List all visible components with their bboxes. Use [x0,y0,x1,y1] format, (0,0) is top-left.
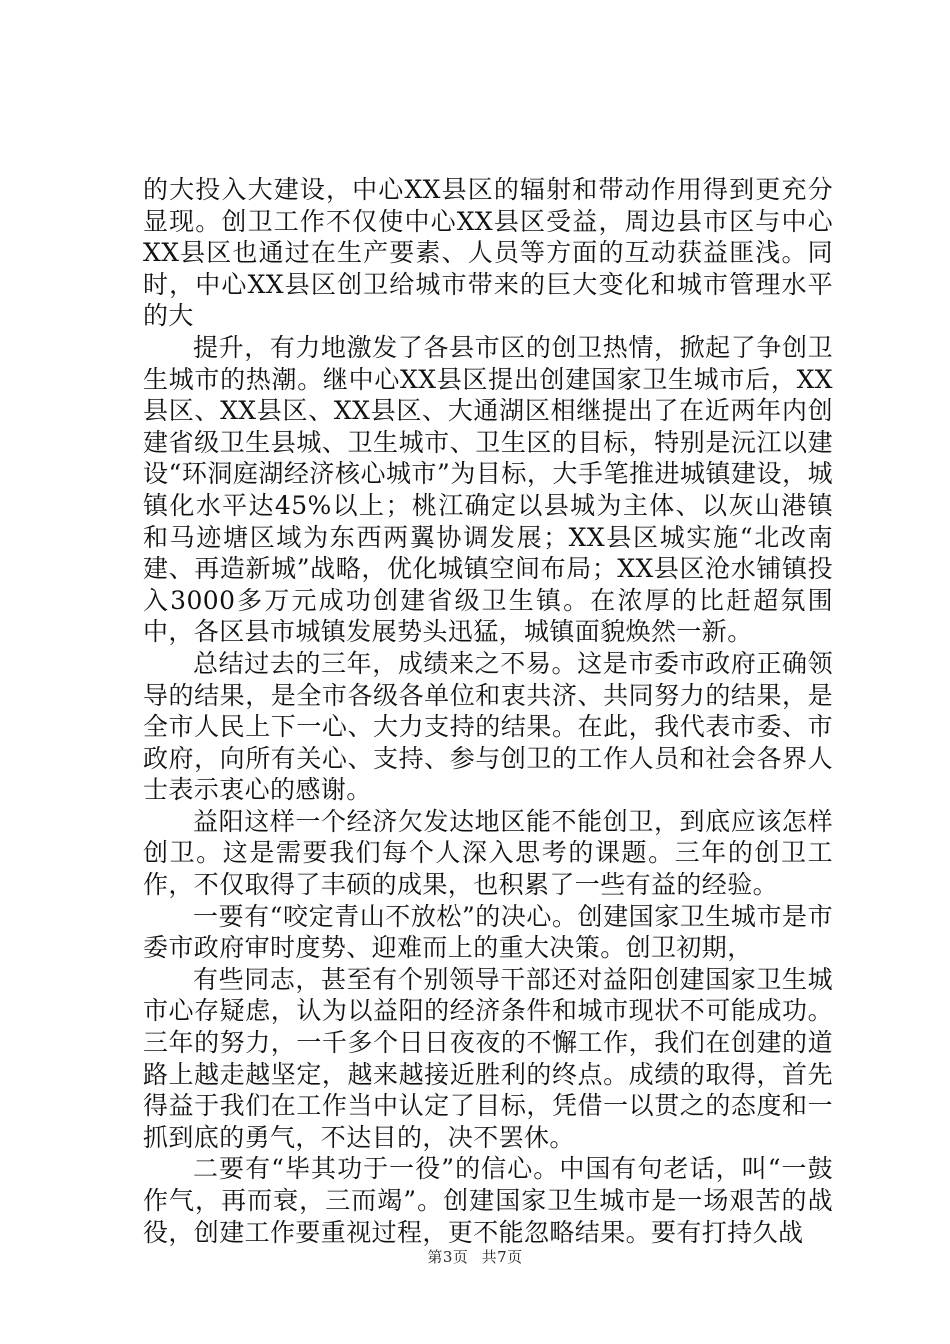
paragraph-4: 益阳这样一个经济欠发达地区能不能创卫，到底应该怎样创卫。这是需要我们每个人深入思考的课题。三年的创卫工作，不仅取得了丰硕的成果，也积累了一些有益的经验。 [143,806,833,900]
paragraph-2: 提升，有力地激发了各县市区的创卫热情，掀起了争创卫生城市的热潮。继中心XX县区提出创建国家卫生城市后，XX县区、XX县区、XX县区、大通湖区相继提出了在近两年内创建省级卫生县城、卫生城市、卫生区的目标，特别是沅江以建设“环洞庭湖经济核心城市”为目标，大手笔推进城镇建设，城镇化水平达45%以上；桃江确定以县城为主体、以灰山港镇和马迹塘区域为东西两翼协调发展；XX县区城实施“北改南建、再造新城”战略，优化城镇空间布局；XX县区沧水铺镇投入3000多万元成功创建省级卫生镇。在浓厚的比赶超氛围中，各区县市城镇发展势头迅猛，城镇面貌焕然一新。 [143,332,833,647]
page-footer [0,1246,950,1267]
paragraph-1: 的大投入大建设，中心XX县区的辐射和带动作用得到更充分显现。创卫工作不仅使中心XX县区受益，周边县市区与中心XX县区也通过在生产要素、人员等方面的互动获益匪浅。同时，中心XX县区创卫给城市带来的巨大变化和城市管理水平的大 [143,175,833,331]
paragraph-7: 二要有“毕其功于一役”的信心。中国有句老话，叫“一鼓作气，再而衰，三而竭”。创建国家卫生城市是一场艰苦的战役，创建工作要重视过程，更不能忽略结果。要有打持久战 [143,1154,833,1247]
page-total: 共7页 [481,1248,523,1266]
document-body [143,174,833,1248]
paragraph-5: 一要有“咬定青山不放松”的决心。创建国家卫生城市是市委市政府审时度势、迎难而上的重大决策。创卫初期， [143,901,833,963]
paragraph-6: 有些同志，甚至有个别领导干部还对益阳创建国家卫生城市心存疑虑，认为以益阳的经济条件和城市现状不可能成功。三年的努力，一千多个日日夜夜的不懈工作，我们在创建的道路上越走越坚定，越来越接近胜利的终点。成绩的取得，首先得益于我们在工作当中认定了目标，凭借一以贯之的态度和一抓到底的勇气，不达目的，决不罢休。 [143,964,833,1152]
page-number: 第3页 [427,1248,469,1266]
paragraph-3: 总结过去的三年，成绩来之不易。这是市委市政府正确领导的结果，是全市各级各单位和衷共济、共同努力的结果，是全市人民上下一心、大力支持的结果。在此，我代表市委、市政府，向所有关心、支持、参与创卫的工作人员和社会各界人士表示衷心的感谢。 [143,648,833,805]
